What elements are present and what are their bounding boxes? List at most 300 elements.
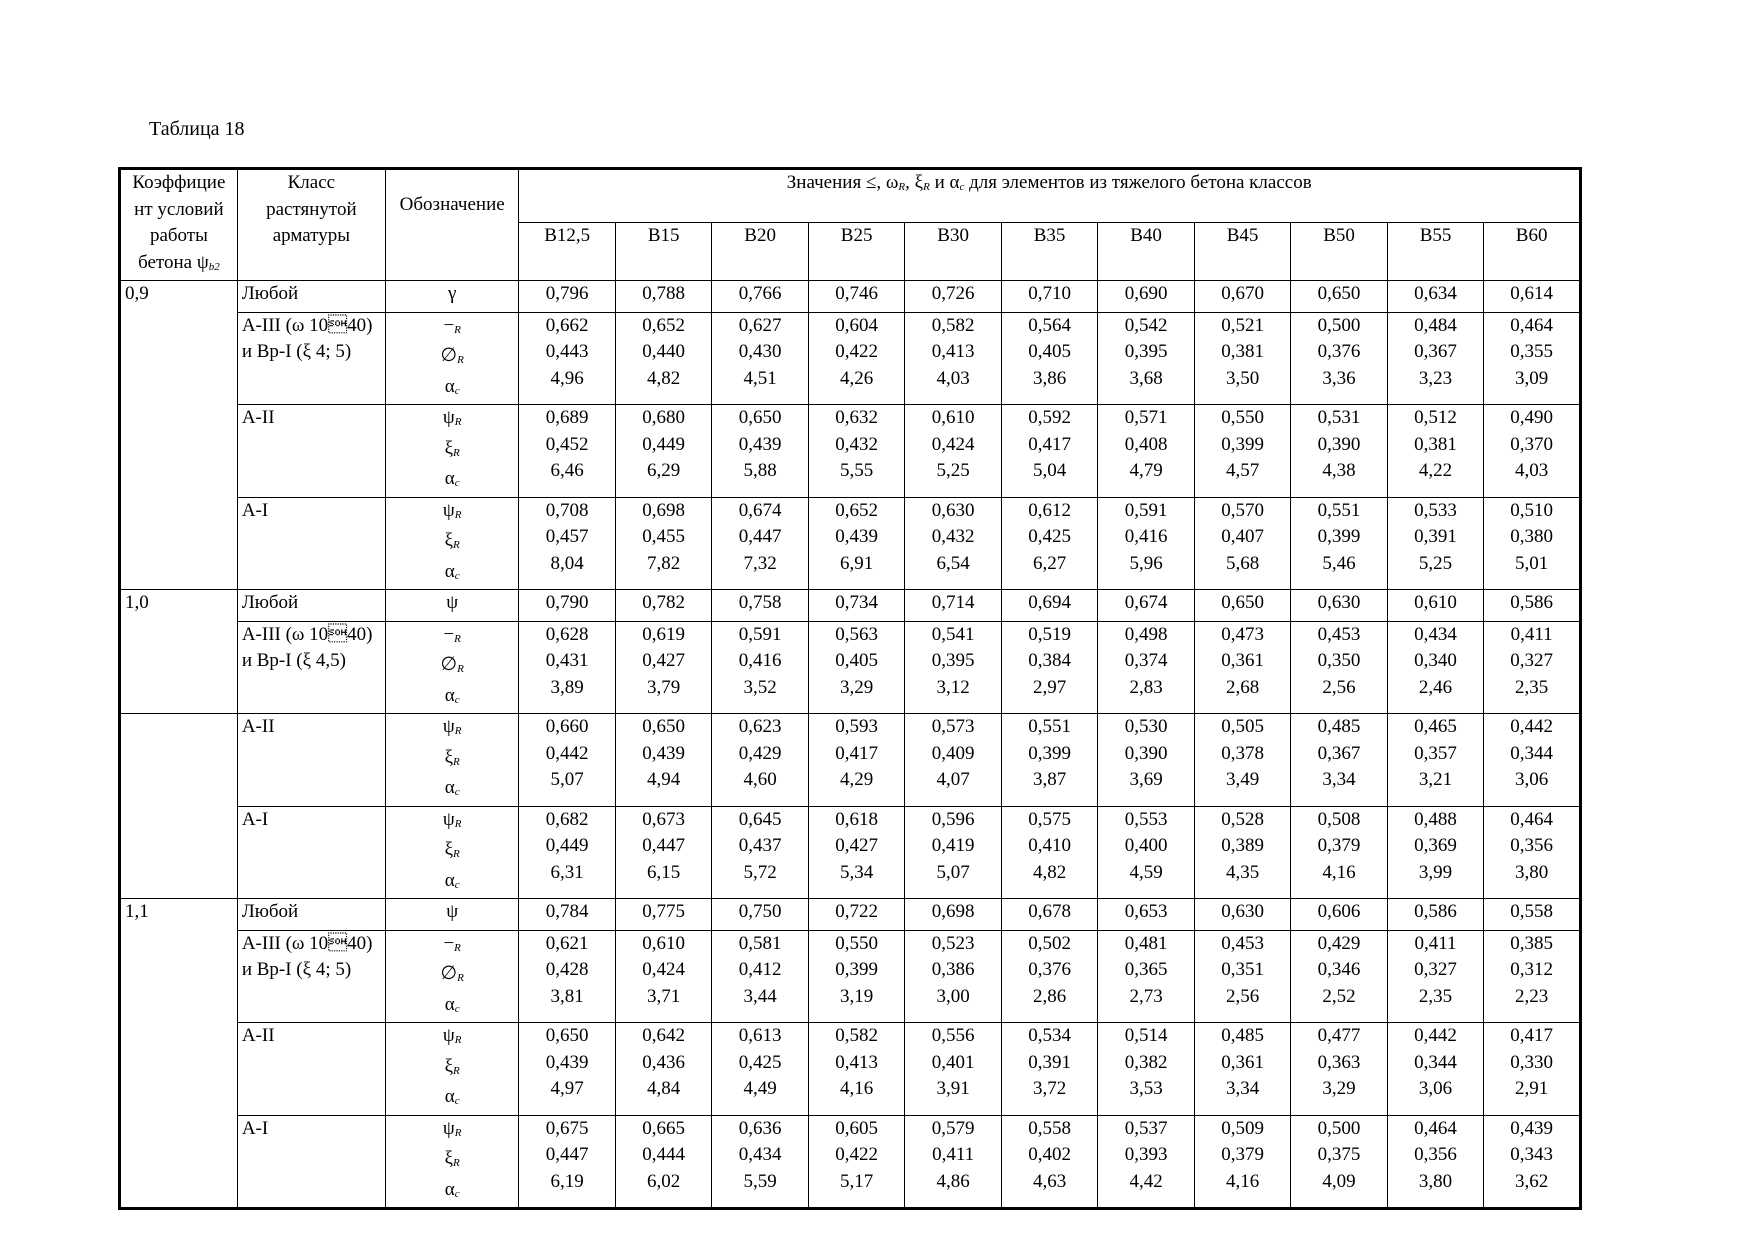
- value-cell: [1001, 714, 1097, 807]
- reinforcement-class-cell: [237, 899, 385, 931]
- value: 0,630: [1221, 901, 1264, 922]
- value: 6,19: [550, 1170, 584, 1192]
- value: 0,775: [642, 901, 686, 922]
- value: 0,431: [545, 650, 589, 671]
- symbol: [390, 281, 515, 312]
- value-cell: [712, 621, 808, 714]
- value: 3,69: [1129, 769, 1163, 790]
- value-cell: [905, 899, 1001, 931]
- value: 7,32: [743, 552, 777, 574]
- value: 4,97: [550, 1078, 584, 1099]
- value-cell: [1001, 497, 1097, 590]
- value-cell: [519, 590, 615, 622]
- symbol-subscript: c: [454, 569, 460, 582]
- table-row: [120, 281, 1581, 313]
- value: 0,551: [1028, 716, 1071, 737]
- value-cell: [1194, 621, 1290, 714]
- value: 0,447: [738, 526, 782, 547]
- value-cell: [1098, 590, 1194, 622]
- concrete-class-header: B25: [808, 223, 904, 281]
- value: 0,439: [642, 742, 686, 764]
- value: 0,344: [1510, 742, 1554, 764]
- value-cell: [1484, 899, 1581, 931]
- value: 3,29: [840, 676, 874, 698]
- value: 3,34: [1322, 769, 1356, 790]
- value: 0,634: [1414, 283, 1457, 304]
- value: 0,586: [1414, 901, 1457, 922]
- value: 0,673: [642, 808, 686, 830]
- value: 0,434: [738, 1144, 782, 1165]
- value: 3,72: [1032, 1078, 1067, 1099]
- value: 0,490: [1510, 407, 1554, 428]
- value: 2,23: [1515, 985, 1549, 1007]
- symbol-cell: [385, 281, 519, 313]
- symbol-glyph: α: [444, 560, 455, 582]
- value: 0,500: [1317, 314, 1361, 336]
- value: 3,87: [1032, 769, 1067, 790]
- value: 0,391: [1028, 1051, 1071, 1073]
- value: 0,385: [1510, 932, 1554, 954]
- value: 0,573: [931, 716, 975, 737]
- value-cell: [712, 590, 808, 622]
- value: 2,56: [1225, 985, 1260, 1007]
- value: 0,708: [545, 499, 589, 521]
- value: 0,464: [1510, 808, 1554, 830]
- value-cell: [1484, 281, 1581, 313]
- concrete-class-header: B12,5: [519, 223, 615, 281]
- value: 0,379: [1317, 835, 1361, 856]
- coefficient-cell: 0,9: [120, 281, 238, 590]
- symbol-subscript: c: [454, 1187, 460, 1200]
- value-cell: [519, 930, 615, 1023]
- symbol-glyph: ψ: [446, 592, 459, 613]
- reinforcement-class-line: А-I: [241, 808, 269, 830]
- symbol: [390, 899, 515, 930]
- coefficient-cell: 1,1: [120, 899, 238, 1209]
- value: 8,04: [550, 552, 584, 574]
- value-cell: [1098, 497, 1194, 590]
- symbol-subscript: R: [453, 755, 460, 768]
- value-cell: [1387, 312, 1483, 405]
- value-cell: [519, 621, 615, 714]
- value: 0,570: [1221, 499, 1264, 521]
- values-title-sub: c: [959, 181, 965, 193]
- value: 0,432: [931, 526, 975, 547]
- value-cell: [1098, 621, 1194, 714]
- symbol: [390, 652, 515, 683]
- table-caption: Таблица 18: [149, 118, 245, 140]
- symbol-glyph: α: [444, 684, 455, 706]
- value-cell: [1098, 714, 1194, 807]
- value: 0,579: [931, 1117, 975, 1139]
- symbol-glyph: ψ: [442, 1117, 455, 1139]
- value: 0,419: [931, 835, 975, 856]
- reinforcement-class-cell: [237, 1023, 385, 1116]
- symbol-glyph: −: [443, 314, 455, 336]
- symbol-cell: [385, 405, 519, 498]
- value: 5,72: [743, 861, 777, 883]
- value: 0,374: [1124, 650, 1168, 671]
- value: 0,330: [1510, 1051, 1554, 1073]
- value: 0,521: [1221, 314, 1264, 336]
- value-cell: [712, 497, 808, 590]
- value: 5,68: [1225, 552, 1260, 574]
- reinforcement-class-line: А-III (ω 1040): [241, 932, 373, 954]
- reinforcement-class-line: А-II: [241, 716, 275, 737]
- reinforcement-class-line: А-III (ω 1040): [241, 314, 373, 336]
- symbol-glyph: ∅: [440, 654, 458, 675]
- symbol: [390, 992, 515, 1023]
- value: 0,619: [642, 623, 686, 645]
- values-title-part: , ξ: [905, 172, 924, 193]
- value-cell: [808, 899, 904, 931]
- value-cell: [905, 621, 1001, 714]
- value-cell: [712, 806, 808, 899]
- value: 3,99: [1418, 861, 1453, 883]
- value: 0,361: [1221, 650, 1264, 671]
- value: 4,16: [1225, 1170, 1260, 1192]
- value: 0,510: [1510, 499, 1554, 521]
- value: 4,22: [1418, 460, 1453, 481]
- value: 3,34: [1225, 1078, 1260, 1099]
- symbol-glyph: ξ: [444, 839, 454, 860]
- value-cell: [905, 930, 1001, 1023]
- symbol: [390, 1054, 515, 1085]
- value: 0,582: [835, 1025, 878, 1046]
- reinforcement-class-cell: [237, 497, 385, 590]
- value: 2,52: [1322, 985, 1356, 1007]
- symbol-glyph: α: [444, 468, 455, 489]
- value-cell: [1291, 497, 1387, 590]
- value-cell: [1001, 1023, 1097, 1116]
- value: 3,21: [1418, 769, 1453, 790]
- value: 0,376: [1317, 341, 1361, 362]
- value-cell: [1387, 281, 1483, 313]
- value: 0,449: [545, 835, 589, 856]
- value: 0,405: [835, 650, 878, 671]
- value: 2,68: [1225, 676, 1260, 698]
- value: 0,428: [545, 959, 589, 980]
- value-cell: [808, 312, 904, 405]
- value: 2,97: [1032, 676, 1067, 698]
- table-row: [120, 312, 1581, 405]
- value-cell: [615, 405, 711, 498]
- value: 4,09: [1322, 1170, 1356, 1192]
- symbol: [390, 807, 515, 838]
- value-cell: [1001, 621, 1097, 714]
- value: 0,367: [1317, 742, 1361, 764]
- symbol-subscript: R: [453, 1157, 460, 1169]
- value: 0,401: [931, 1051, 975, 1073]
- value-cell: [519, 899, 615, 931]
- symbol-subscript: c: [454, 477, 460, 489]
- value: 0,596: [931, 808, 975, 830]
- value: 0,621: [545, 932, 589, 954]
- reinforcement-class-cell: [237, 590, 385, 622]
- symbol-subscript: R: [453, 848, 460, 860]
- value: 0,464: [1414, 1117, 1457, 1139]
- value: 0,533: [1414, 499, 1457, 521]
- value-cell: [1001, 930, 1097, 1023]
- value: 0,563: [835, 623, 878, 645]
- symbol-subscript: R: [457, 354, 464, 366]
- value-cell: [1001, 590, 1097, 622]
- value: 0,592: [1028, 407, 1071, 428]
- value: 0,582: [931, 314, 975, 336]
- value: 0,380: [1510, 526, 1554, 547]
- value: 0,427: [642, 650, 686, 671]
- value: 0,429: [1317, 932, 1361, 954]
- symbol: [390, 343, 515, 374]
- value-cell: [712, 1115, 808, 1209]
- value: 0,410: [1028, 835, 1071, 856]
- value: 0,409: [931, 742, 975, 764]
- value-cell: [1194, 590, 1290, 622]
- value: 0,411: [1510, 623, 1553, 645]
- value: 0,440: [642, 341, 686, 362]
- value: 4,60: [743, 769, 777, 790]
- header-values-title: [519, 169, 1581, 223]
- value: 5,34: [840, 861, 874, 883]
- value: 0,413: [931, 341, 975, 362]
- value: 0,432: [835, 433, 878, 455]
- value: 0,509: [1221, 1117, 1264, 1139]
- value: 0,391: [1414, 526, 1457, 547]
- value: 0,439: [835, 526, 878, 547]
- value: 0,485: [1221, 1025, 1264, 1046]
- symbol-cell: [385, 899, 519, 931]
- value-cell: [808, 590, 904, 622]
- value: 4,03: [1515, 460, 1549, 481]
- symbol-subscript: c: [454, 1095, 460, 1107]
- value-cell: [808, 1023, 904, 1116]
- value: 0,356: [1414, 1144, 1457, 1165]
- value-cell: [1291, 714, 1387, 807]
- value: 0,422: [835, 1144, 878, 1165]
- value-cell: [1387, 1023, 1483, 1116]
- value: 0,425: [1028, 526, 1071, 547]
- value: 0,481: [1124, 932, 1168, 954]
- value: 0,498: [1124, 623, 1168, 645]
- table-row: [120, 806, 1581, 899]
- value: 0,361: [1221, 1051, 1264, 1073]
- value: 0,652: [835, 499, 878, 521]
- value-cell: [808, 405, 904, 498]
- value: 3,71: [647, 985, 681, 1007]
- value: 5,01: [1515, 552, 1549, 574]
- value: 0,698: [931, 901, 975, 922]
- value: 0,788: [642, 283, 686, 304]
- reinforcement-class-cell: [237, 1115, 385, 1209]
- value: 0,790: [545, 592, 589, 613]
- value: 0,645: [738, 808, 782, 830]
- value-cell: [615, 899, 711, 931]
- symbol-subscript: R: [454, 416, 462, 428]
- value: 0,425: [738, 1051, 782, 1073]
- value: 6,29: [647, 460, 681, 481]
- table-row: [120, 930, 1581, 1023]
- value: 0,455: [642, 526, 686, 547]
- symbol: [390, 436, 515, 467]
- value: 0,722: [835, 901, 878, 922]
- coefficient-cell: [120, 714, 238, 899]
- value: 0,593: [835, 716, 878, 737]
- value: 0,402: [1028, 1144, 1071, 1165]
- value-cell: [615, 714, 711, 807]
- value-cell: [905, 405, 1001, 498]
- value-cell: [519, 1023, 615, 1116]
- reinforcement-class-line: А-II: [241, 407, 275, 428]
- value: 0,457: [545, 526, 589, 547]
- value: 3,53: [1129, 1078, 1163, 1099]
- value: 0,652: [642, 314, 686, 336]
- symbol: [390, 528, 515, 559]
- value: 4,57: [1225, 460, 1260, 481]
- value: 0,465: [1414, 716, 1457, 737]
- value: 0,610: [1414, 592, 1457, 613]
- value-cell: [1291, 1023, 1387, 1116]
- symbol: [390, 745, 515, 776]
- value-cell: [808, 497, 904, 590]
- symbol-glyph: α: [444, 1178, 455, 1200]
- value: 5,46: [1322, 552, 1356, 574]
- value: 0,581: [738, 932, 782, 954]
- value-cell: [519, 714, 615, 807]
- value: 0,782: [642, 592, 686, 613]
- value: 4,35: [1225, 861, 1260, 883]
- value: 0,376: [1028, 959, 1071, 980]
- value-cell: [615, 806, 711, 899]
- value-cell: [1484, 1023, 1581, 1116]
- value: 0,571: [1124, 407, 1168, 428]
- value: 0,698: [642, 499, 686, 521]
- value-cell: [1387, 621, 1483, 714]
- value: 0,442: [545, 742, 589, 764]
- value: 0,356: [1510, 835, 1554, 856]
- value: 0,386: [931, 959, 975, 980]
- value: 4,59: [1129, 861, 1163, 883]
- value: 6,91: [840, 552, 874, 574]
- value-cell: [1387, 930, 1483, 1023]
- value: 2,83: [1129, 676, 1163, 698]
- value: 6,46: [550, 460, 584, 481]
- value: 0,407: [1221, 526, 1264, 547]
- value: 0,340: [1414, 650, 1457, 671]
- value-cell: [808, 930, 904, 1023]
- table-row: [120, 405, 1581, 498]
- value-cell: [1098, 930, 1194, 1023]
- value: 0,453: [1221, 932, 1264, 954]
- symbol-subscript: R: [454, 323, 461, 336]
- value: 4,94: [647, 769, 681, 790]
- value: 6,54: [936, 552, 970, 574]
- value: 0,473: [1221, 623, 1264, 645]
- value: 0,550: [835, 932, 878, 954]
- value: 0,357: [1414, 742, 1457, 764]
- value-cell: [1484, 714, 1581, 807]
- reinforcement-class-cell: [237, 930, 385, 1023]
- value-cell: [1484, 405, 1581, 498]
- value: 0,591: [738, 623, 782, 645]
- symbol-subscript: R: [454, 1034, 462, 1046]
- value: 0,422: [835, 341, 878, 362]
- value-cell: [1484, 497, 1581, 590]
- value: 3,68: [1129, 367, 1163, 389]
- reinforcement-class-line: и Вр-I (ξ 4; 5): [241, 341, 352, 362]
- value: 0,653: [1124, 901, 1168, 922]
- value: 0,784: [545, 901, 589, 922]
- value: 0,508: [1317, 808, 1361, 830]
- value-cell: [1387, 590, 1483, 622]
- reinforcement-class-line: и Вр-I (ξ 4; 5): [241, 959, 352, 980]
- reinforcement-class-cell: [237, 621, 385, 714]
- value: 4,86: [936, 1170, 970, 1192]
- concrete-class-header: B20: [712, 223, 808, 281]
- value: 2,35: [1418, 985, 1453, 1007]
- header-coef-line: Коэффицие: [132, 172, 226, 193]
- header-symbol-cell: Обозначение: [385, 169, 519, 281]
- value: 0,375: [1317, 1144, 1361, 1165]
- value-cell: [519, 281, 615, 313]
- symbol-cell: [385, 497, 519, 590]
- value: 4,38: [1322, 460, 1356, 481]
- value: 0,628: [545, 623, 589, 645]
- concrete-class-header: B35: [1001, 223, 1097, 281]
- value: 0,417: [1510, 1025, 1554, 1046]
- value-cell: [1484, 806, 1581, 899]
- value: 3,12: [936, 676, 970, 698]
- value: 3,80: [1418, 1170, 1453, 1192]
- value-cell: [1194, 405, 1290, 498]
- value-cell: [615, 1023, 711, 1116]
- symbol-subscript: R: [454, 1126, 462, 1139]
- value: 0,502: [1028, 932, 1071, 954]
- symbol: [390, 559, 515, 590]
- symbol-glyph: −: [443, 932, 455, 954]
- value: 2,91: [1515, 1078, 1549, 1099]
- value: 4,51: [743, 367, 777, 389]
- value: 6,02: [647, 1170, 681, 1192]
- value: 0,630: [931, 499, 975, 521]
- table-row: [120, 497, 1581, 590]
- value-cell: [1291, 806, 1387, 899]
- value-cell: [1484, 590, 1581, 622]
- symbol: [390, 683, 515, 714]
- header-coef-line: нт условий: [134, 198, 224, 220]
- value: 3,89: [550, 676, 584, 698]
- value: 0,416: [1124, 526, 1168, 547]
- symbol-subscript: R: [453, 446, 460, 459]
- value-cell: [1387, 405, 1483, 498]
- symbol-glyph: α: [444, 777, 455, 798]
- value-cell: [615, 590, 711, 622]
- value-cell: [1291, 899, 1387, 931]
- value: 0,534: [1028, 1025, 1071, 1046]
- value: 0,586: [1510, 592, 1554, 613]
- value-cell: [615, 312, 711, 405]
- value-cell: [1484, 930, 1581, 1023]
- value-cell: [1098, 281, 1194, 313]
- value-cell: [712, 930, 808, 1023]
- value-cell: [1291, 405, 1387, 498]
- value-cell: [1291, 621, 1387, 714]
- value-cell: [615, 281, 711, 313]
- value: 0,614: [1510, 283, 1554, 304]
- value: 0,381: [1414, 433, 1457, 455]
- value: 0,613: [738, 1025, 782, 1046]
- value-cell: [1001, 281, 1097, 313]
- value: 3,23: [1418, 367, 1453, 389]
